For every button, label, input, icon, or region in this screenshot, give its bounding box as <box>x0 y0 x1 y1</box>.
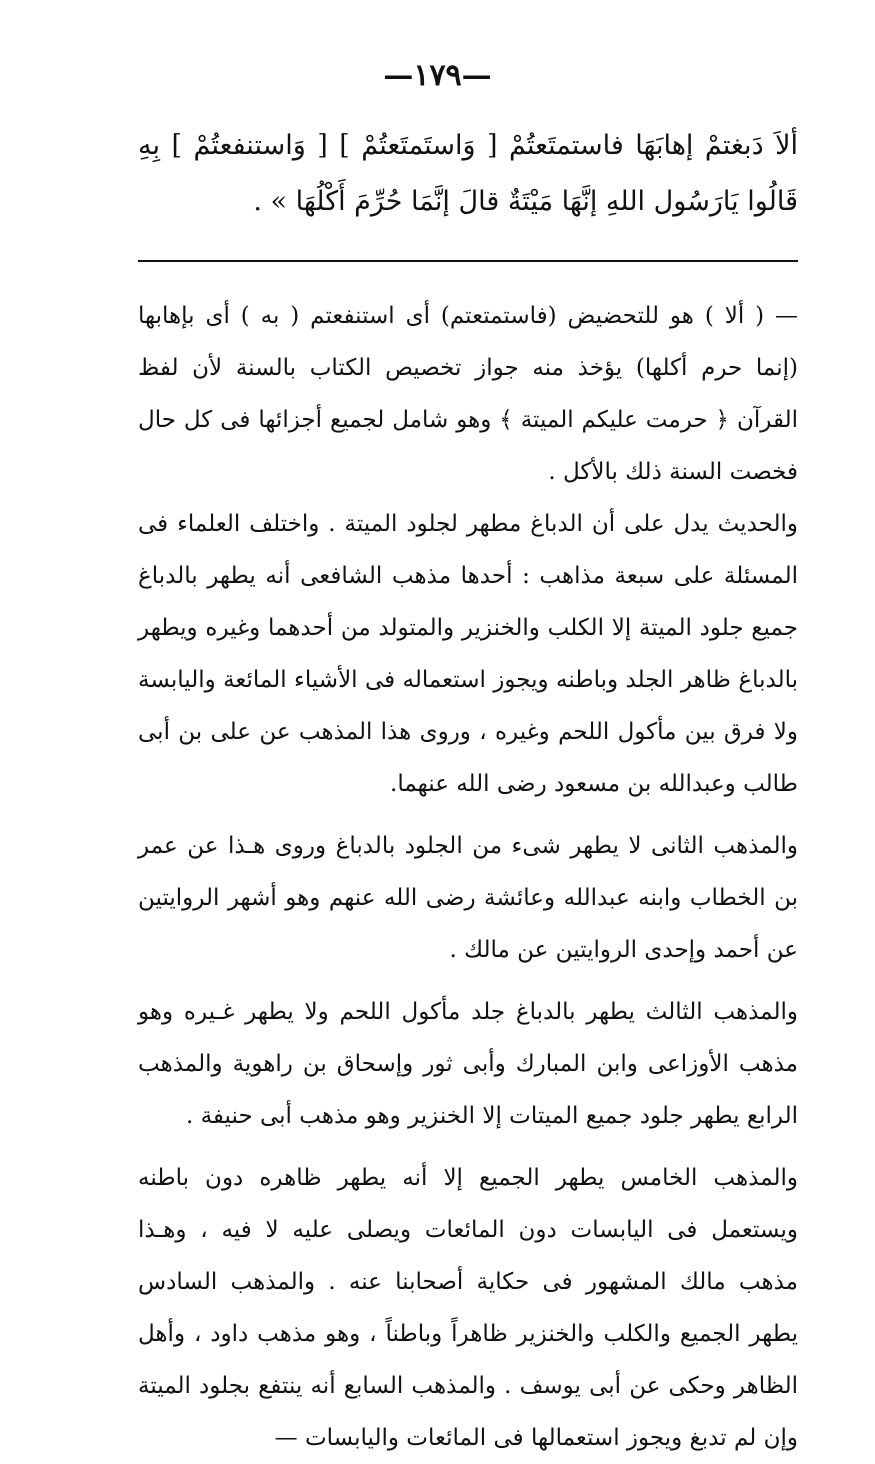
commentary-paragraph-5: والمذهب الخامس يطهر الجميع إلا أنه يطهر ظاهره دون باطنه ويستعمل فى اليابسات دون المائعات ويصلى عليه لا فيه ، وهـذا مذهب مالك المشهور فى حكاية أصحابنا عنه . والمذهب السادس يطهر الجميع والكلب والخنزير ظاهراً وباطناً ، وهو مذهب داود ، وأهل الظاهر وحكى عن أبى يوسف . والمذهب السابع أنه ينتفع بجلود الميتة وإن لم تدبغ ويجوز استعمالها فى المائعات واليابسات — <box>138 1165 798 1451</box>
commentary-block <box>138 290 798 1464</box>
hadith-text-block <box>138 118 798 230</box>
page-number: —١٧٩— <box>383 58 492 93</box>
commentary-paragraph-4: والمذهب الثالث يطهر بالدباغ جلد مأكول اللحم ولا يطهر غـيره وهو مذهب الأوزاعى وابن المبارك وأبى ثور وإسحاق بن راهوية والمذهب الرابع يطهر جلود جميع الميتات إلا الخنزير وهو مذهب أبى حنيفة . <box>138 999 798 1129</box>
commentary-paragraph-1: — ( ألا ) هو للتحضيض (فاستمتعتم) أى استنفعتم ( به ) أى بإهابها (إنما حرم أكلها) يؤخذ منه جواز تخصيص الكتاب بالسنة لأن لفظ القرآن ﴿ حرمت عليكم الميتة ﴾ وهو شامل لجميع أجزائها فى كل حال فخصت السنة ذلك بالأكل . <box>138 303 798 485</box>
hadith-text: ألاَ دَبغتمْ إهابَهَا فاستمتَعتُمْ [ وَاستَمتَعتُمْ ] [ وَاستنفعتُمْ ] بِهِ قَالُوا يَارَسُول اللهِ إنَّهَا مَيْتَةٌ قالَ إنَّمَا حُرِّمَ أَكْلُهَا » . <box>138 130 798 217</box>
commentary-paragraph-2: والحديث يدل على أن الدباغ مطهر لجلود الميتة . واختلف العلماء فى المسئلة على سبعة مذاهب : أحدها مذهب الشافعى أنه يطهر بالدباغ جميع جلود الميتة إلا الكلب والخنزير والمتولد من أحدهما وغيره ويطهر بالدباغ ظاهر الجلد وباطنه ويجوز استعماله فى الأشياء المائعة واليابسة ولا فرق بين مأكول اللحم وغيره ، وروى هذا المذهب عن على بن أبى طالب وعبدالله بن مسعود رضى الله عنهما. <box>138 511 798 797</box>
commentary-paragraph-3: والمذهب الثانى لا يطهر شىء من الجلود بالدباغ وروى هـذا عن عمر بن الخطاب وابنه عبدالله وعائشة رضى الله عنهم وهو أشهر الروايتين عن أحمد وإحدى الروايتين عن مالك . <box>138 833 798 963</box>
separator-rule <box>138 260 798 262</box>
